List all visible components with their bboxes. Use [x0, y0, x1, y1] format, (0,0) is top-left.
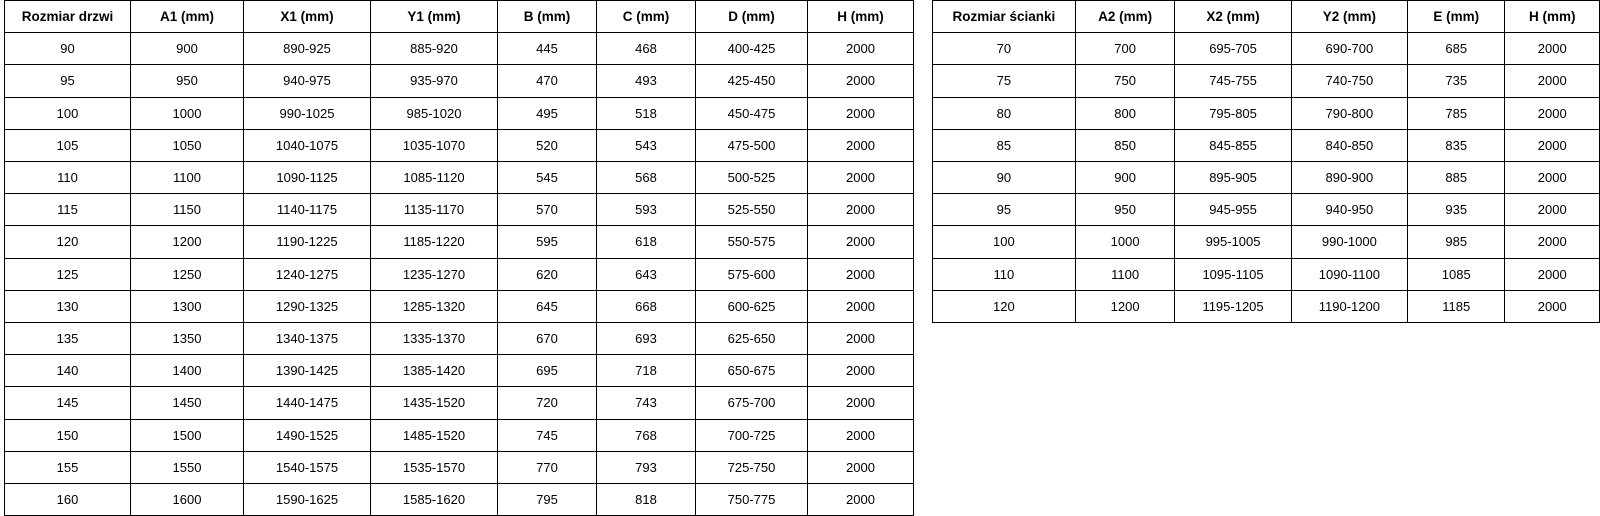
doors-table-cell: 2000	[808, 484, 914, 516]
doors-table-cell: 743	[597, 387, 696, 419]
walls-table-cell: 1085	[1408, 258, 1505, 290]
doors-table-cell: 125	[5, 258, 131, 290]
doors-table-column-header: A1 (mm)	[131, 1, 244, 33]
doors-table-cell: 885-920	[371, 33, 498, 65]
walls-table-column-header: H (mm)	[1505, 1, 1600, 33]
doors-table-cell: 675-700	[696, 387, 808, 419]
walls-table-column-header: E (mm)	[1408, 1, 1505, 33]
walls-table-column-header: Rozmiar ścianki	[933, 1, 1076, 33]
doors-table-cell: 625-650	[696, 323, 808, 355]
walls-table-cell: 745-755	[1175, 65, 1291, 97]
doors-table-cell: 110	[5, 162, 131, 194]
doors-table-cell: 2000	[808, 387, 914, 419]
walls-table-cell: 2000	[1505, 65, 1600, 97]
table-row	[5, 387, 914, 419]
walls-dimensions-table-container	[932, 0, 1600, 323]
doors-table-header-row	[5, 1, 914, 33]
table-row	[5, 97, 914, 129]
doors-table-cell: 470	[498, 65, 597, 97]
doors-table-cell: 1135-1170	[371, 194, 498, 226]
table-row	[933, 97, 1600, 129]
doors-table-cell: 500-525	[696, 162, 808, 194]
doors-table-cell: 1500	[131, 419, 244, 451]
doors-table-cell: 2000	[808, 33, 914, 65]
doors-table-cell: 1335-1370	[371, 323, 498, 355]
doors-table-column-header: Rozmiar drzwi	[5, 1, 131, 33]
doors-table-cell: 1435-1520	[371, 387, 498, 419]
walls-table-cell: 685	[1408, 33, 1505, 65]
walls-table-cell: 2000	[1505, 33, 1600, 65]
walls-table-cell: 95	[933, 194, 1076, 226]
doors-table-cell: 1390-1425	[244, 355, 371, 387]
doors-table-cell: 568	[597, 162, 696, 194]
walls-table-cell: 835	[1408, 129, 1505, 161]
doors-table-column-header: X1 (mm)	[244, 1, 371, 33]
walls-table-cell: 985	[1408, 226, 1505, 258]
walls-table-column-header: X2 (mm)	[1175, 1, 1291, 33]
walls-table-cell: 1190-1200	[1291, 290, 1407, 322]
walls-table-cell: 1185	[1408, 290, 1505, 322]
doors-table-cell: 1185-1220	[371, 226, 498, 258]
doors-table-cell: 1150	[131, 194, 244, 226]
table-row	[5, 451, 914, 483]
walls-table-cell: 950	[1075, 194, 1175, 226]
doors-table-cell: 95	[5, 65, 131, 97]
walls-table-cell: 110	[933, 258, 1076, 290]
walls-table-cell: 785	[1408, 97, 1505, 129]
walls-table-cell: 885	[1408, 162, 1505, 194]
walls-table-cell: 690-700	[1291, 33, 1407, 65]
walls-table-cell: 1000	[1075, 226, 1175, 258]
table-row	[933, 258, 1600, 290]
walls-table-cell: 695-705	[1175, 33, 1291, 65]
doors-table-cell: 425-450	[696, 65, 808, 97]
doors-table-cell: 2000	[808, 97, 914, 129]
walls-table-cell: 1100	[1075, 258, 1175, 290]
table-row	[5, 323, 914, 355]
table-row	[933, 129, 1600, 161]
table-row	[933, 65, 1600, 97]
doors-table-cell: 1100	[131, 162, 244, 194]
walls-table-cell: 795-805	[1175, 97, 1291, 129]
doors-table-cell: 2000	[808, 258, 914, 290]
doors-table-cell: 1490-1525	[244, 419, 371, 451]
doors-table-cell: 1350	[131, 323, 244, 355]
doors-table-cell: 550-575	[696, 226, 808, 258]
doors-table-cell: 795	[498, 484, 597, 516]
doors-table-cell: 725-750	[696, 451, 808, 483]
doors-table-cell: 475-500	[696, 129, 808, 161]
doors-table-cell: 518	[597, 97, 696, 129]
walls-table-cell: 2000	[1505, 162, 1600, 194]
doors-table-cell: 990-1025	[244, 97, 371, 129]
doors-table-column-header: H (mm)	[808, 1, 914, 33]
doors-table-cell: 770	[498, 451, 597, 483]
doors-table-cell: 593	[597, 194, 696, 226]
walls-table-cell: 735	[1408, 65, 1505, 97]
doors-table-cell: 1385-1420	[371, 355, 498, 387]
doors-table-cell: 1190-1225	[244, 226, 371, 258]
walls-table-body	[933, 33, 1600, 323]
walls-table-cell: 990-1000	[1291, 226, 1407, 258]
doors-table-cell: 525-550	[696, 194, 808, 226]
doors-table-cell: 618	[597, 226, 696, 258]
walls-table-cell: 1200	[1075, 290, 1175, 322]
doors-table-cell: 150	[5, 419, 131, 451]
doors-table-cell: 1540-1575	[244, 451, 371, 483]
table-row	[933, 162, 1600, 194]
doors-table-cell: 545	[498, 162, 597, 194]
table-row	[5, 129, 914, 161]
doors-table-cell: 643	[597, 258, 696, 290]
doors-table-cell: 620	[498, 258, 597, 290]
doors-table-cell: 1585-1620	[371, 484, 498, 516]
walls-table-cell: 850	[1075, 129, 1175, 161]
walls-table-cell: 80	[933, 97, 1076, 129]
doors-table-cell: 745	[498, 419, 597, 451]
walls-table-cell: 1095-1105	[1175, 258, 1291, 290]
doors-table-cell: 985-1020	[371, 97, 498, 129]
walls-table-cell: 700	[1075, 33, 1175, 65]
doors-table-cell: 650-675	[696, 355, 808, 387]
doors-table-cell: 750-775	[696, 484, 808, 516]
doors-table-cell: 120	[5, 226, 131, 258]
walls-table-cell: 840-850	[1291, 129, 1407, 161]
walls-table-cell: 2000	[1505, 226, 1600, 258]
doors-dimensions-table	[4, 0, 914, 516]
walls-table-cell: 935	[1408, 194, 1505, 226]
doors-table-cell: 718	[597, 355, 696, 387]
doors-table-cell: 1040-1075	[244, 129, 371, 161]
doors-table-cell: 2000	[808, 162, 914, 194]
table-row	[5, 33, 914, 65]
doors-table-cell: 1440-1475	[244, 387, 371, 419]
doors-table-cell: 2000	[808, 290, 914, 322]
doors-table-cell: 2000	[808, 323, 914, 355]
doors-table-cell: 1450	[131, 387, 244, 419]
doors-table-cell: 1550	[131, 451, 244, 483]
doors-table-cell: 105	[5, 129, 131, 161]
doors-table-cell: 570	[498, 194, 597, 226]
walls-table-cell: 845-855	[1175, 129, 1291, 161]
doors-table-cell: 695	[498, 355, 597, 387]
doors-table-cell: 2000	[808, 451, 914, 483]
doors-table-cell: 1235-1270	[371, 258, 498, 290]
doors-table-cell: 1340-1375	[244, 323, 371, 355]
doors-table-cell: 520	[498, 129, 597, 161]
walls-table-cell: 790-800	[1291, 97, 1407, 129]
walls-table-cell: 2000	[1505, 129, 1600, 161]
walls-table-cell: 900	[1075, 162, 1175, 194]
table-row	[5, 226, 914, 258]
walls-table-cell: 1090-1100	[1291, 258, 1407, 290]
doors-table-cell: 600-625	[696, 290, 808, 322]
doors-table-cell: 645	[498, 290, 597, 322]
walls-dimensions-table	[932, 0, 1600, 323]
walls-table-cell: 120	[933, 290, 1076, 322]
doors-table-cell: 130	[5, 290, 131, 322]
walls-table-cell: 2000	[1505, 194, 1600, 226]
doors-table-head	[5, 1, 914, 33]
doors-table-cell: 445	[498, 33, 597, 65]
doors-table-cell: 450-475	[696, 97, 808, 129]
walls-table-cell: 945-955	[1175, 194, 1291, 226]
doors-table-column-header: Y1 (mm)	[371, 1, 498, 33]
doors-table-cell: 1400	[131, 355, 244, 387]
table-row	[5, 419, 914, 451]
doors-table-cell: 90	[5, 33, 131, 65]
table-row	[5, 484, 914, 516]
doors-table-cell: 935-970	[371, 65, 498, 97]
doors-table-cell: 468	[597, 33, 696, 65]
walls-table-head	[933, 1, 1600, 33]
walls-table-cell: 75	[933, 65, 1076, 97]
doors-table-cell: 768	[597, 419, 696, 451]
doors-table-cell: 720	[498, 387, 597, 419]
walls-table-cell: 895-905	[1175, 162, 1291, 194]
table-row	[933, 33, 1600, 65]
doors-table-cell: 890-925	[244, 33, 371, 65]
doors-table-cell: 543	[597, 129, 696, 161]
doors-table-cell: 1000	[131, 97, 244, 129]
doors-table-cell: 670	[498, 323, 597, 355]
doors-table-cell: 1090-1125	[244, 162, 371, 194]
doors-table-cell: 1535-1570	[371, 451, 498, 483]
walls-table-cell: 70	[933, 33, 1076, 65]
walls-table-cell: 800	[1075, 97, 1175, 129]
walls-table-cell: 2000	[1505, 97, 1600, 129]
walls-table-cell: 750	[1075, 65, 1175, 97]
walls-table-cell: 1195-1205	[1175, 290, 1291, 322]
doors-table-cell: 1200	[131, 226, 244, 258]
doors-table-cell: 140	[5, 355, 131, 387]
walls-table-column-header: A2 (mm)	[1075, 1, 1175, 33]
walls-table-header-row	[933, 1, 1600, 33]
doors-table-cell: 940-975	[244, 65, 371, 97]
doors-table-column-header: B (mm)	[498, 1, 597, 33]
walls-table-cell: 100	[933, 226, 1076, 258]
doors-table-cell: 1285-1320	[371, 290, 498, 322]
table-row	[5, 290, 914, 322]
table-row	[933, 226, 1600, 258]
doors-table-cell: 1250	[131, 258, 244, 290]
walls-table-cell: 890-900	[1291, 162, 1407, 194]
table-row	[933, 290, 1600, 322]
doors-table-cell: 135	[5, 323, 131, 355]
doors-table-cell: 400-425	[696, 33, 808, 65]
doors-table-cell: 2000	[808, 129, 914, 161]
doors-table-cell: 668	[597, 290, 696, 322]
doors-table-cell: 900	[131, 33, 244, 65]
doors-table-cell: 145	[5, 387, 131, 419]
doors-table-cell: 1050	[131, 129, 244, 161]
doors-table-cell: 2000	[808, 65, 914, 97]
doors-table-cell: 1300	[131, 290, 244, 322]
walls-table-cell: 2000	[1505, 258, 1600, 290]
doors-table-cell: 575-600	[696, 258, 808, 290]
table-row	[5, 194, 914, 226]
walls-table-cell: 85	[933, 129, 1076, 161]
doors-table-cell: 1485-1520	[371, 419, 498, 451]
doors-table-cell: 1590-1625	[244, 484, 371, 516]
doors-table-cell: 818	[597, 484, 696, 516]
doors-table-cell: 100	[5, 97, 131, 129]
doors-table-cell: 700-725	[696, 419, 808, 451]
table-row	[933, 194, 1600, 226]
doors-table-cell: 1240-1275	[244, 258, 371, 290]
walls-table-cell: 995-1005	[1175, 226, 1291, 258]
doors-table-body	[5, 33, 914, 516]
doors-table-cell: 1035-1070	[371, 129, 498, 161]
doors-table-cell: 495	[498, 97, 597, 129]
doors-table-cell: 160	[5, 484, 131, 516]
table-row	[5, 355, 914, 387]
doors-table-cell: 1085-1120	[371, 162, 498, 194]
doors-table-cell: 493	[597, 65, 696, 97]
walls-table-column-header: Y2 (mm)	[1291, 1, 1407, 33]
walls-table-cell: 2000	[1505, 290, 1600, 322]
doors-table-cell: 693	[597, 323, 696, 355]
doors-table-cell: 1290-1325	[244, 290, 371, 322]
walls-table-cell: 740-750	[1291, 65, 1407, 97]
doors-table-column-header: C (mm)	[597, 1, 696, 33]
doors-table-cell: 2000	[808, 194, 914, 226]
doors-dimensions-table-container	[4, 0, 914, 516]
doors-table-cell: 950	[131, 65, 244, 97]
doors-table-cell: 155	[5, 451, 131, 483]
doors-table-cell: 2000	[808, 419, 914, 451]
doors-table-cell: 115	[5, 194, 131, 226]
table-row	[5, 258, 914, 290]
doors-table-cell: 2000	[808, 355, 914, 387]
table-row	[5, 65, 914, 97]
walls-table-cell: 90	[933, 162, 1076, 194]
doors-table-cell: 1600	[131, 484, 244, 516]
doors-table-column-header: D (mm)	[696, 1, 808, 33]
doors-table-cell: 793	[597, 451, 696, 483]
walls-table-cell: 940-950	[1291, 194, 1407, 226]
doors-table-cell: 595	[498, 226, 597, 258]
doors-table-cell: 1140-1175	[244, 194, 371, 226]
table-row	[5, 162, 914, 194]
doors-table-cell: 2000	[808, 226, 914, 258]
